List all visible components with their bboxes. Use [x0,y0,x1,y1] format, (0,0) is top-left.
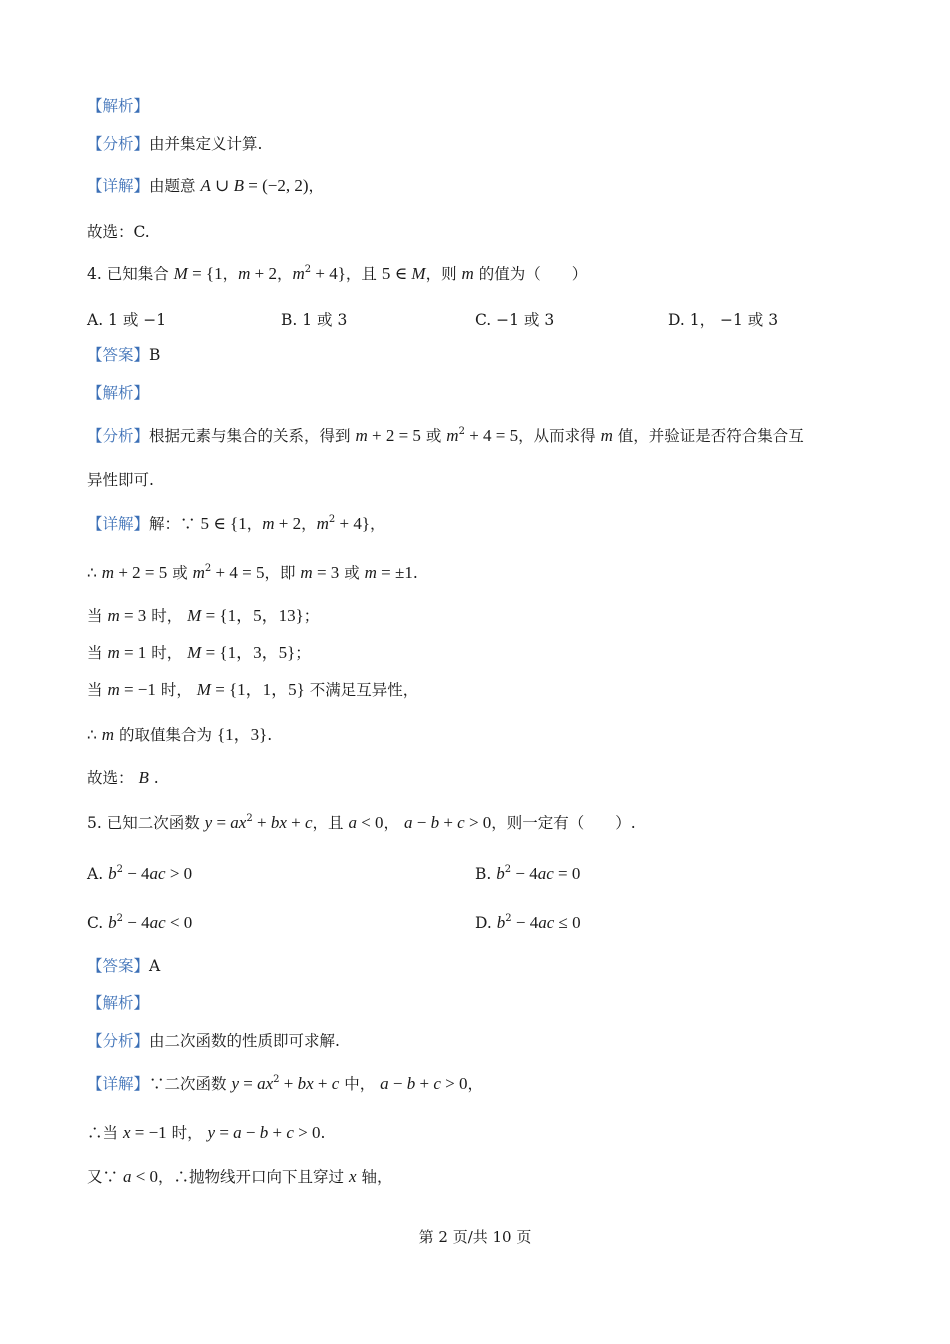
q5-detail: 【详解】∵二次函数 $y = ax^2$ + bx + c 中， a − b + c > 0， [87,1074,483,1093]
q4-option-c: C. −1 或 3 [475,311,555,329]
q4-step-1: ∴ m + 2 = 5 或 $m^2 + 4 = 5$，即 m = 3 或 m = ±1. [87,563,418,582]
q4-option-b: B. 1 或 3 [281,311,348,329]
q5-option-d: D. $b^2 - 4ac \le 0$ [475,913,581,932]
section-tag-jiexi: 【解析】 [87,994,150,1012]
section-tag-jiexi: 【解析】 [87,97,150,115]
q4-analysis: 【分析】根据元素与集合的关系，得到 m + 2 = 5 或 $m^2 + 4 = 5$，从而求得 m 值，并验证是否符合集合互 [87,426,804,445]
q4-option-a: A. 1 或 −1 [87,311,167,329]
q4-choice: 故选： B . [87,768,159,787]
answer-choice-line: 故选：C. [87,223,150,241]
analysis-line: 【分析】由并集定义计算. [87,135,263,153]
q5-option-c: C. $b^2 - 4ac < 0$ [87,913,193,932]
q5-option-a: A. $b^2 - 4ac > 0$ [87,864,193,883]
q4-case-neg1: 当 m = −1 时， M = {1，1，5} 不满足互异性， [87,680,419,699]
question-5: 5. 已知二次函数 $y = ax^2$ + bx + c，且 a < 0， a − b + c > 0，则一定有（ ）. [87,813,636,832]
detail-line: 【详解】由题意 A ∪ B = (−2, 2)， [87,176,324,195]
q5-analysis: 【分析】由二次函数的性质即可求解. [87,1032,340,1050]
q5-step-1: ∴当 x = −1 时， y = a − b + c > 0. [87,1123,326,1142]
q4-answer: 【答案】B [87,346,161,364]
q5-option-b: B. $b^2 - 4ac = 0$ [475,864,581,883]
page-footer: 第 2 页/共 10 页 [418,1228,532,1246]
question-4: 4. 已知集合 M = {1，m + 2，$m^2 + 4$}，且 5 ∈ M，则 m 的值为（ ） [87,264,588,283]
q5-answer: 【答案】A [87,957,161,975]
q4-analysis-cont: 异性即可. [87,471,154,489]
section-tag-jiexi: 【解析】 [87,384,150,402]
q4-case-3: 当 m = 3 时， M = {1，5，13}； [87,606,320,625]
q4-case-1: 当 m = 1 时， M = {1，3，5}； [87,643,311,662]
q4-conclusion: ∴ m 的取值集合为 {1，3}. [87,725,273,744]
q4-detail: 【详解】解：∵ 5 ∈ {1，m + 2，$m^2 + 4$}， [87,514,386,533]
q4-option-d: D. 1， −1 或 3 [668,311,779,329]
q5-step-2: 又∵ a < 0，∴抛物线开口向下且穿过 x 轴， [87,1167,393,1186]
